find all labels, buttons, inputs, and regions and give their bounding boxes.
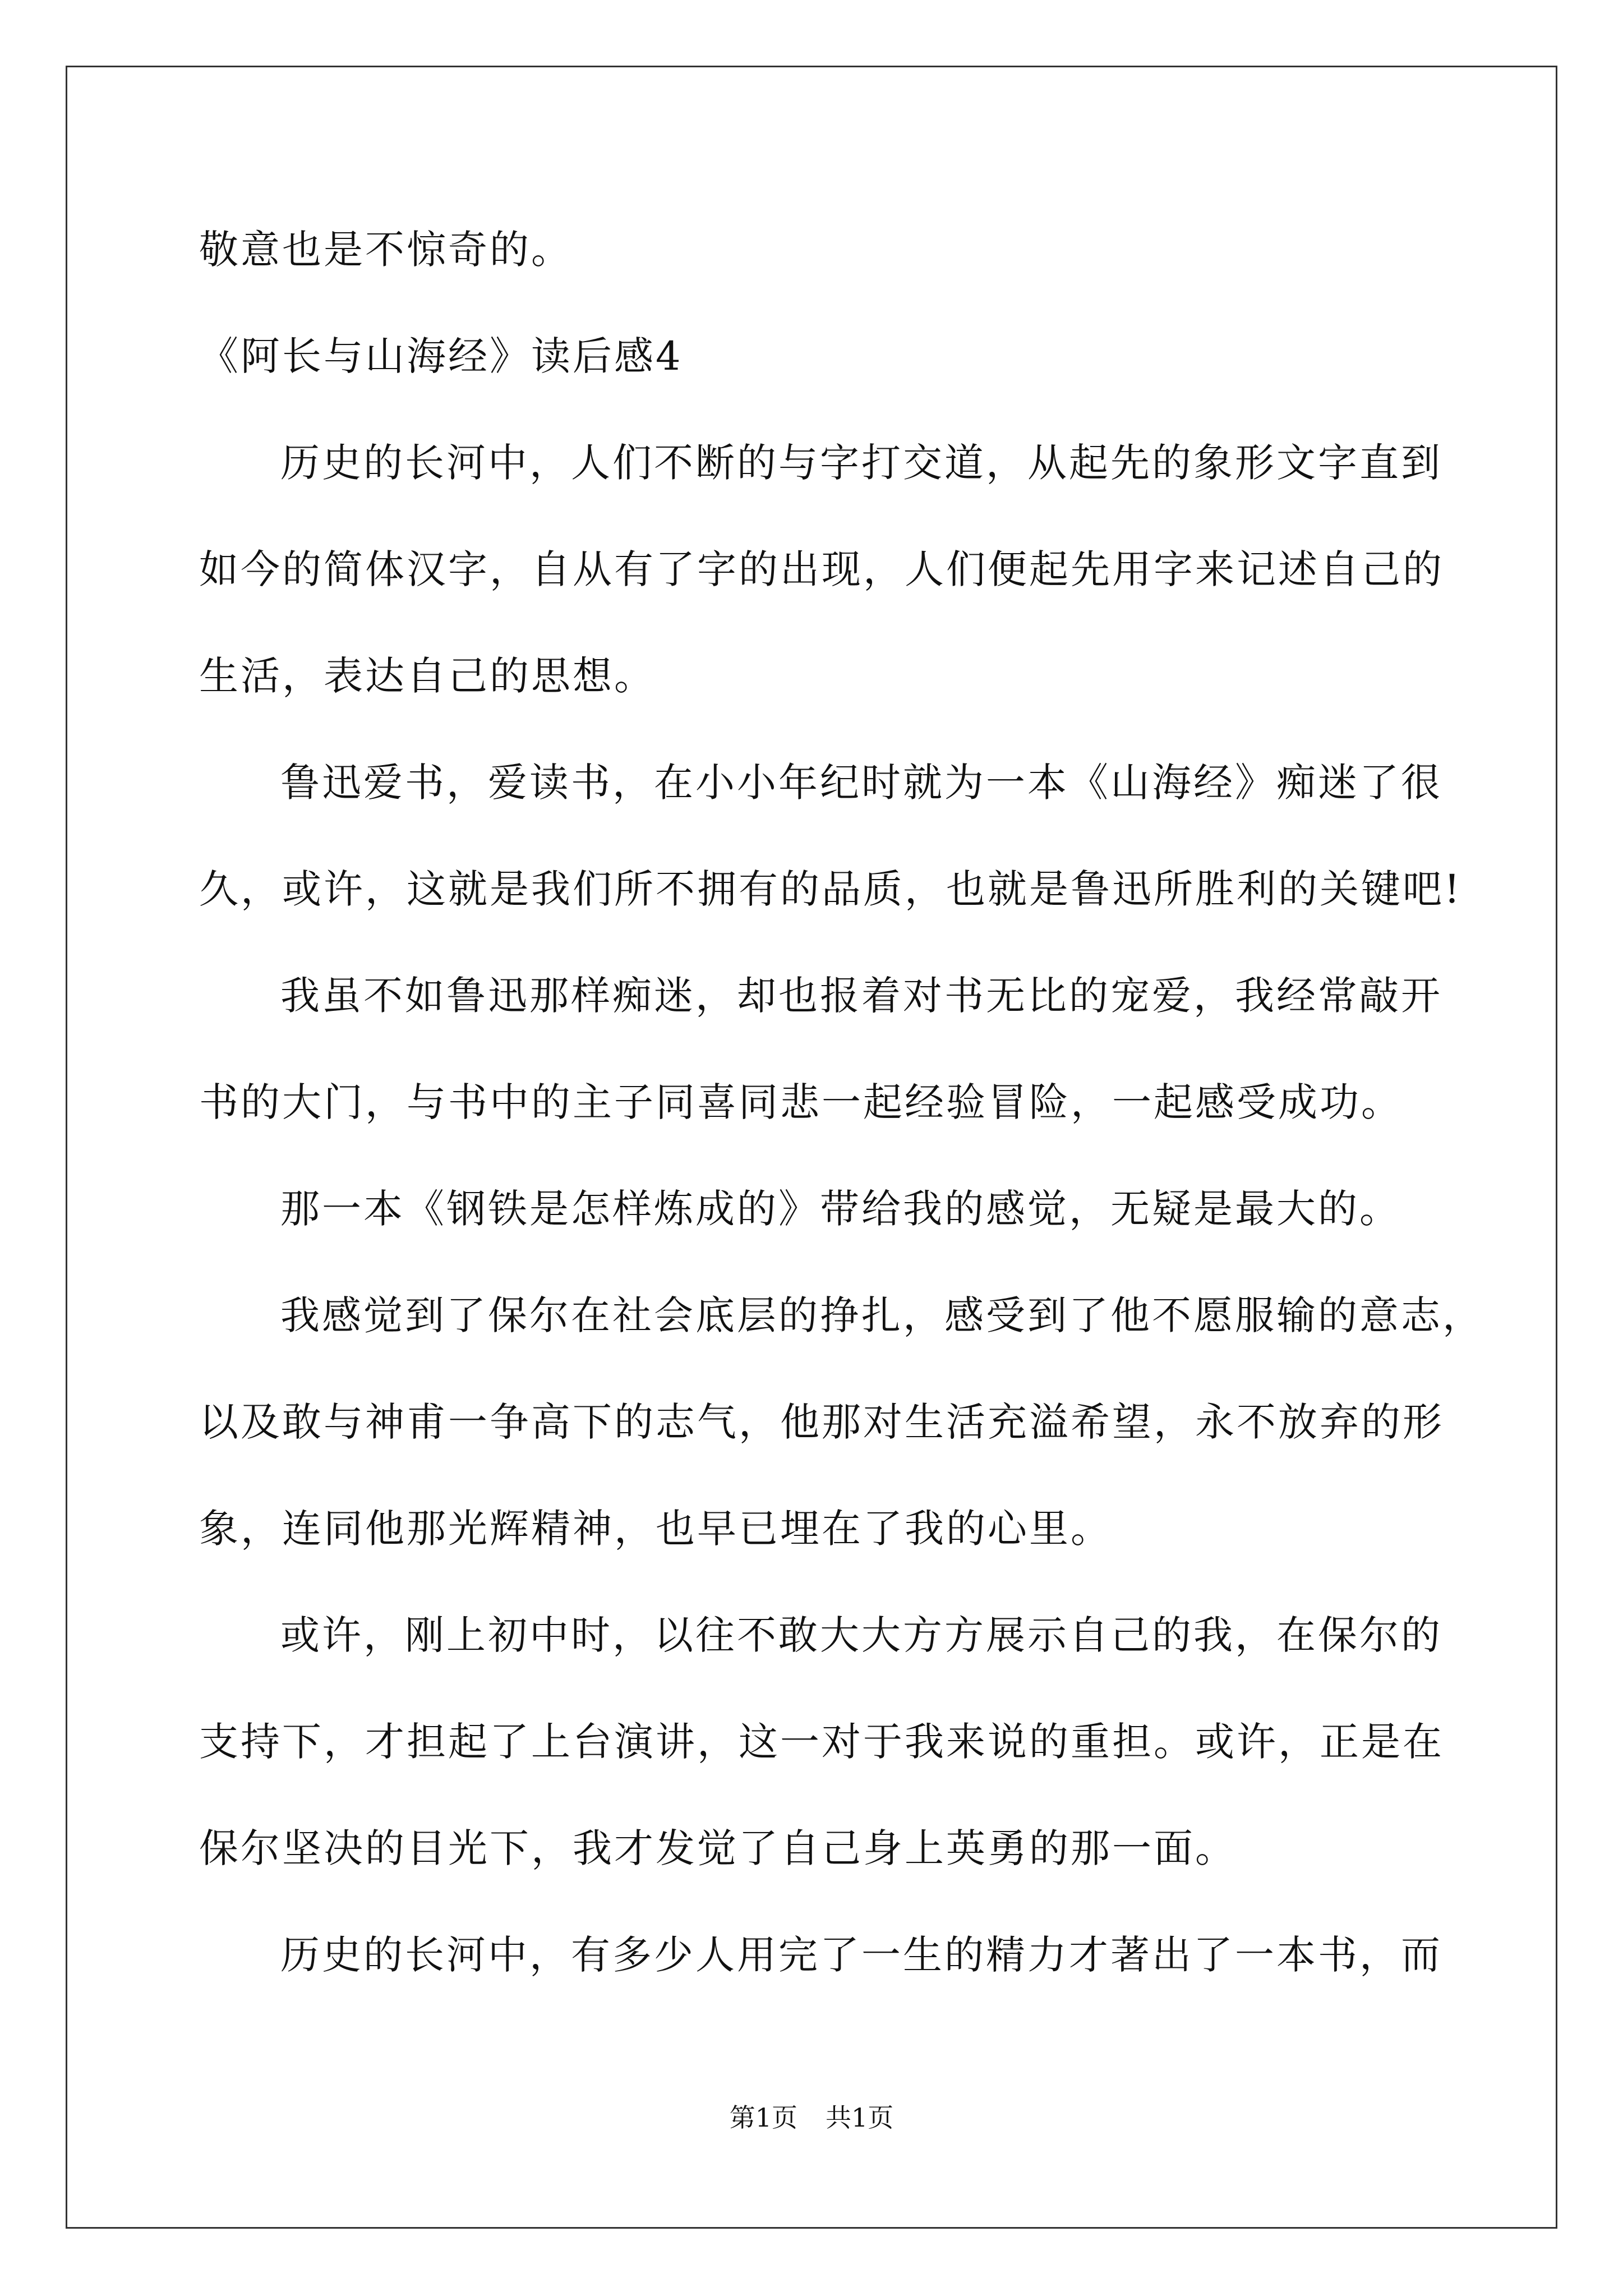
- text-line-9: 书的大门，与书中的主子同喜同悲一起经验冒险，一起感受成功。: [199, 1079, 1403, 1125]
- text-line-16: 保尔坚决的目光下，我才发觉了自己身上英勇的那一面。: [199, 1825, 1237, 1871]
- text-line-4: 如今的简体汉字，自从有了字的出现，人们便起先用字来记述自己的: [199, 546, 1444, 592]
- page-total: 共1页: [826, 2102, 894, 2133]
- text-line-5: 生活，表达自己的思想。: [199, 653, 656, 699]
- page-footer: [0, 2101, 1623, 2134]
- text-line-12: 以及敢与神甫一争高下的志气，他那对生活充溢希望，永不放弃的形: [199, 1399, 1444, 1445]
- page-number: 第1页: [729, 2102, 797, 2133]
- text-line-10: 那一本《钢铁是怎样炼成的》带给我的感觉，无疑是最大的。: [280, 1186, 1401, 1232]
- page-border: [66, 66, 1557, 2229]
- text-line-3: 历史的长河中，人们不断的与字打交道，从起先的象形文字直到: [280, 440, 1442, 486]
- text-line-7: 久，或许，这就是我们所不拥有的品质，也就是鲁迅所胜利的关键吧!: [199, 866, 1463, 912]
- text-line-1: 敬意也是不惊奇的。: [199, 227, 573, 273]
- text-line-15: 支持下，才担起了上台演讲，这一对于我来说的重担。或许，正是在: [199, 1719, 1444, 1765]
- text-line-6: 鲁迅爱书，爱读书，在小小年纪时就为一本《山海经》痴迷了很: [280, 760, 1442, 806]
- text-line-13: 象，连同他那光辉精神，也早已埋在了我的心里。: [199, 1506, 1112, 1552]
- section-heading: 《阿长与山海经》读后感4: [199, 333, 683, 379]
- text-line-8: 我虽不如鲁迅那样痴迷，却也报着对书无比的宠爱，我经常敲开: [280, 973, 1442, 1019]
- text-line-17: 历史的长河中，有多少人用完了一生的精力才著出了一本书，而: [280, 1932, 1442, 1978]
- text-line-11: 我感觉到了保尔在社会底层的挣扎，感受到了他不愿服输的意志，: [280, 1292, 1484, 1338]
- text-line-14: 或许，刚上初中时，以往不敢大大方方展示自己的我，在保尔的: [280, 1612, 1442, 1658]
